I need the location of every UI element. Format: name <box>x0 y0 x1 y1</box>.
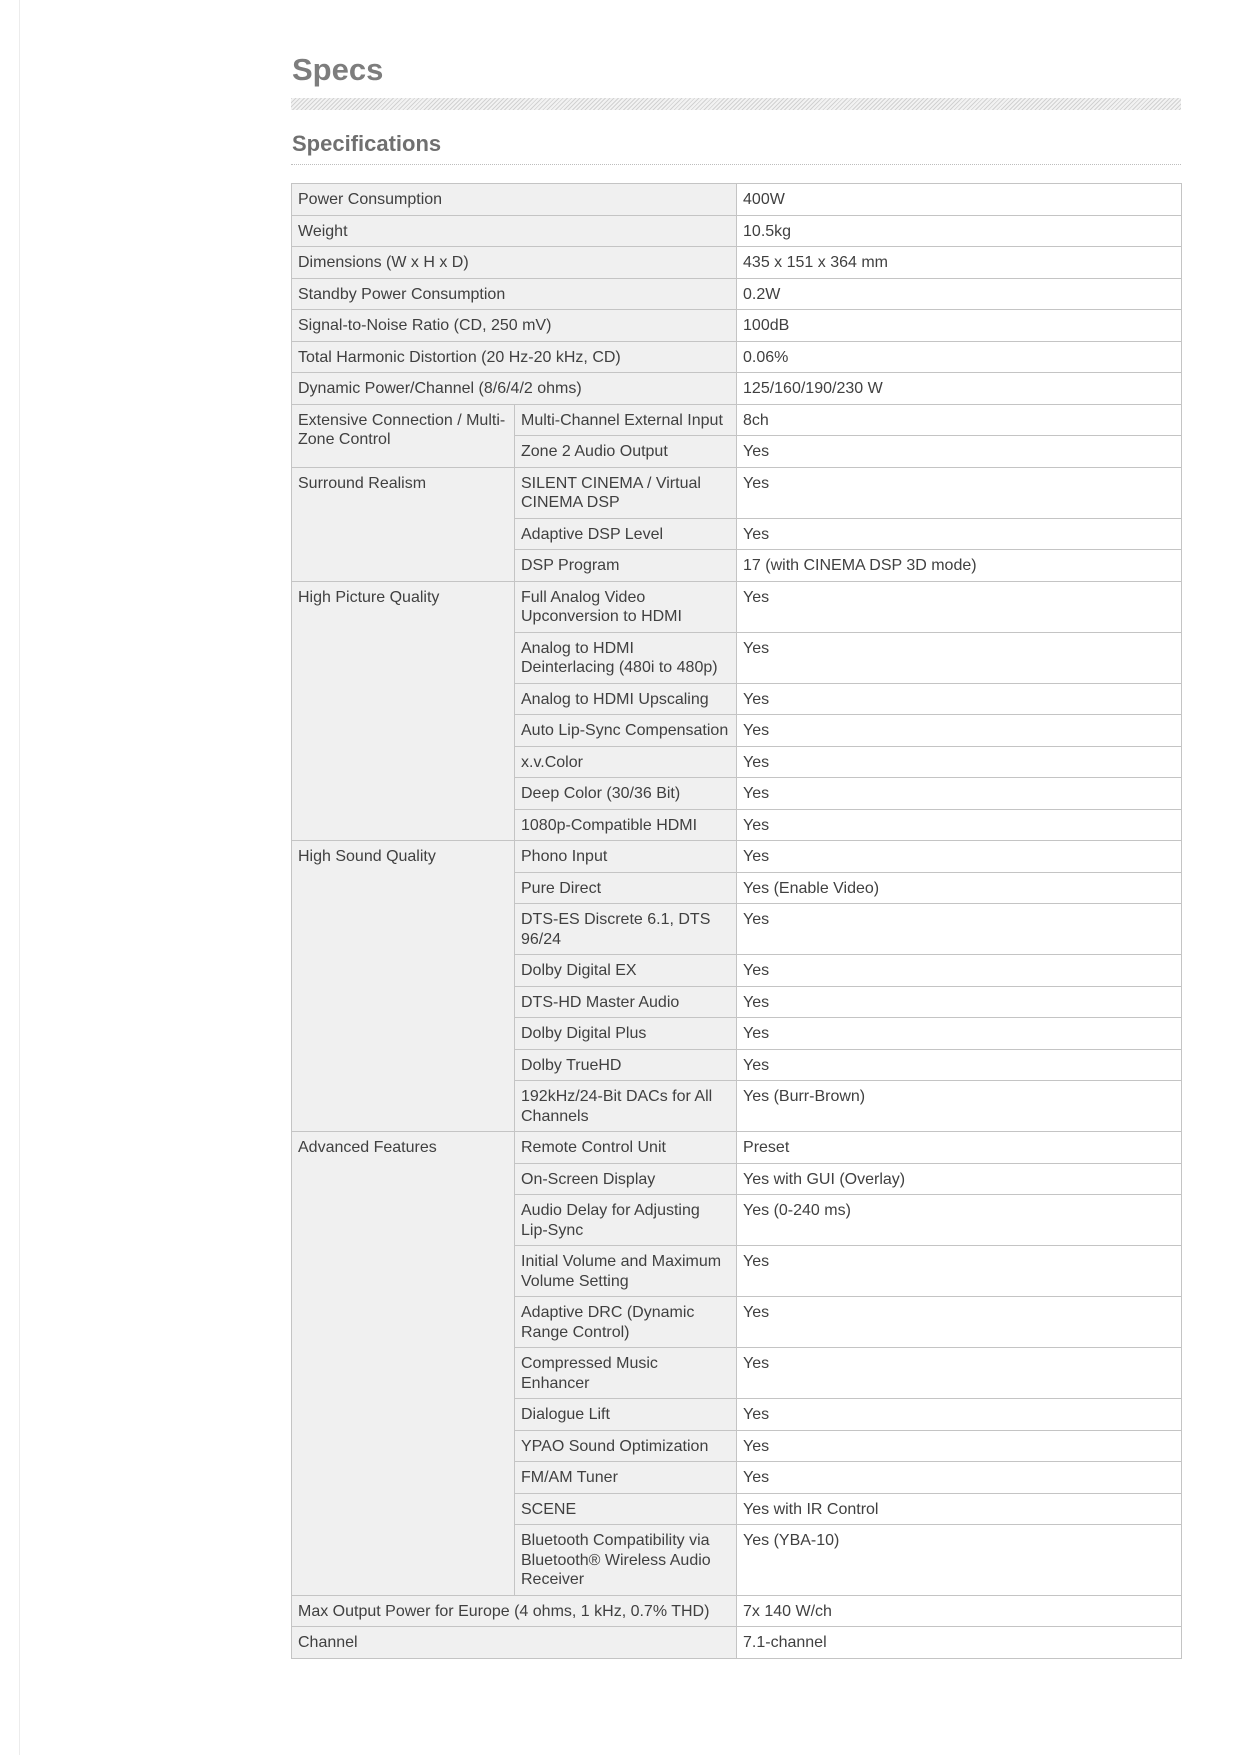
spec-row <box>292 215 1182 247</box>
spec-row <box>292 1132 1182 1164</box>
spec-value: Yes (Burr-Brown) <box>737 1081 1182 1132</box>
spec-group-label: Advanced Features <box>292 1132 515 1596</box>
specs-content <box>291 50 1181 1659</box>
spec-group-label: Extensive Connection / Multi-Zone Control <box>292 404 515 467</box>
spec-value: 7.1-channel <box>737 1627 1182 1659</box>
spec-value: Yes with GUI (Overlay) <box>737 1163 1182 1195</box>
spec-label: Standby Power Consumption <box>292 278 737 310</box>
spec-value: Yes <box>737 518 1182 550</box>
spec-sub-label: FM/AM Tuner <box>515 1462 737 1494</box>
spec-value: 7x 140 W/ch <box>737 1595 1182 1627</box>
spec-value: 100dB <box>737 310 1182 342</box>
spec-row <box>292 278 1182 310</box>
spec-value: Yes <box>737 809 1182 841</box>
spec-sub-label: Compressed Music Enhancer <box>515 1348 737 1399</box>
spec-row <box>292 247 1182 279</box>
spec-value: 10.5kg <box>737 215 1182 247</box>
spec-sub-label: SCENE <box>515 1493 737 1525</box>
spec-value: 0.2W <box>737 278 1182 310</box>
spec-row <box>292 841 1182 873</box>
spec-value: 0.06% <box>737 341 1182 373</box>
spec-value: Yes <box>737 1246 1182 1297</box>
spec-label: Max Output Power for Europe (4 ohms, 1 kHz, 0.7% THD) <box>292 1595 737 1627</box>
spec-sub-label: On-Screen Display <box>515 1163 737 1195</box>
spec-sub-label: Zone 2 Audio Output <box>515 436 737 468</box>
spec-value: Yes <box>737 715 1182 747</box>
page-title: Specs <box>292 52 384 87</box>
spec-value: Preset <box>737 1132 1182 1164</box>
spec-value: Yes <box>737 1049 1182 1081</box>
spec-value: Yes <box>737 632 1182 683</box>
title-hatched-rule <box>291 98 1181 110</box>
spec-sub-label: DSP Program <box>515 550 737 582</box>
spec-row <box>292 310 1182 342</box>
spec-value: Yes <box>737 581 1182 632</box>
spec-sub-label: Multi-Channel External Input <box>515 404 737 436</box>
spec-value: Yes (YBA-10) <box>737 1525 1182 1596</box>
spec-value: 17 (with CINEMA DSP 3D mode) <box>737 550 1182 582</box>
spec-row <box>292 1595 1182 1627</box>
spec-value: Yes with IR Control <box>737 1493 1182 1525</box>
spec-label: Dynamic Power/Channel (8/6/4/2 ohms) <box>292 373 737 405</box>
spec-value: 400W <box>737 184 1182 216</box>
spec-sub-label: DTS-ES Discrete 6.1, DTS 96/24 <box>515 904 737 955</box>
spec-value: Yes <box>737 467 1182 518</box>
spec-label: Weight <box>292 215 737 247</box>
spec-sub-label: Deep Color (30/36 Bit) <box>515 778 737 810</box>
spec-sub-label: 192kHz/24-Bit DACs for All Channels <box>515 1081 737 1132</box>
spec-sub-label: Dolby TrueHD <box>515 1049 737 1081</box>
spec-label: Dimensions (W x H x D) <box>292 247 737 279</box>
spec-label: Signal-to-Noise Ratio (CD, 250 mV) <box>292 310 737 342</box>
spec-value: Yes (0-240 ms) <box>737 1195 1182 1246</box>
spec-value: Yes <box>737 841 1182 873</box>
spec-row <box>292 373 1182 405</box>
spec-value: Yes <box>737 1462 1182 1494</box>
spec-value: Yes <box>737 683 1182 715</box>
spec-value: Yes <box>737 986 1182 1018</box>
spec-sub-label: Audio Delay for Adjusting Lip-Sync <box>515 1195 737 1246</box>
spec-value: Yes (Enable Video) <box>737 872 1182 904</box>
spec-value: Yes <box>737 1297 1182 1348</box>
spec-value: Yes <box>737 1399 1182 1431</box>
spec-sub-label: Adaptive DRC (Dynamic Range Control) <box>515 1297 737 1348</box>
spec-value: Yes <box>737 436 1182 468</box>
spec-value: Yes <box>737 1018 1182 1050</box>
spec-sub-label: Bluetooth Compatibility via Bluetooth® Wireless Audio Receiver <box>515 1525 737 1596</box>
spec-sub-label: 1080p-Compatible HDMI <box>515 809 737 841</box>
spec-sub-label: x.v.Color <box>515 746 737 778</box>
spec-value: 8ch <box>737 404 1182 436</box>
spec-value: Yes <box>737 1430 1182 1462</box>
spec-value: 435 x 151 x 364 mm <box>737 247 1182 279</box>
spec-sub-label: DTS-HD Master Audio <box>515 986 737 1018</box>
spec-sub-label: Dolby Digital EX <box>515 955 737 987</box>
spec-row <box>292 1627 1182 1659</box>
spec-sub-label: YPAO Sound Optimization <box>515 1430 737 1462</box>
spec-value: Yes <box>737 778 1182 810</box>
spec-sub-label: Full Analog Video Upconversion to HDMI <box>515 581 737 632</box>
spec-row <box>292 581 1182 632</box>
spec-sub-label: Initial Volume and Maximum Volume Setting <box>515 1246 737 1297</box>
spec-sub-label: SILENT CINEMA / Virtual CINEMA DSP <box>515 467 737 518</box>
page-edge-line <box>19 0 20 1755</box>
spec-value: Yes <box>737 746 1182 778</box>
spec-sub-label: Analog to HDMI Deinterlacing (480i to 480p) <box>515 632 737 683</box>
spec-value: Yes <box>737 955 1182 987</box>
spec-group-label: High Sound Quality <box>292 841 515 1132</box>
spec-value: Yes <box>737 1348 1182 1399</box>
spec-label: Channel <box>292 1627 737 1659</box>
specs-table <box>291 183 1182 1659</box>
spec-row <box>292 184 1182 216</box>
spec-sub-label: Phono Input <box>515 841 737 873</box>
section-dotted-rule <box>291 164 1181 165</box>
spec-row <box>292 341 1182 373</box>
spec-row <box>292 404 1182 436</box>
spec-group-label: Surround Realism <box>292 467 515 581</box>
spec-sub-label: Analog to HDMI Upscaling <box>515 683 737 715</box>
section-title: Specifications <box>292 131 442 156</box>
spec-label: Total Harmonic Distortion (20 Hz-20 kHz, CD) <box>292 341 737 373</box>
spec-value: Yes <box>737 904 1182 955</box>
spec-value: 125/160/190/230 W <box>737 373 1182 405</box>
spec-row <box>292 467 1182 518</box>
spec-label: Power Consumption <box>292 184 737 216</box>
spec-sub-label: Dialogue Lift <box>515 1399 737 1431</box>
spec-sub-label: Pure Direct <box>515 872 737 904</box>
spec-sub-label: Auto Lip-Sync Compensation <box>515 715 737 747</box>
spec-group-label: High Picture Quality <box>292 581 515 841</box>
spec-sub-label: Dolby Digital Plus <box>515 1018 737 1050</box>
spec-sub-label: Remote Control Unit <box>515 1132 737 1164</box>
spec-sub-label: Adaptive DSP Level <box>515 518 737 550</box>
